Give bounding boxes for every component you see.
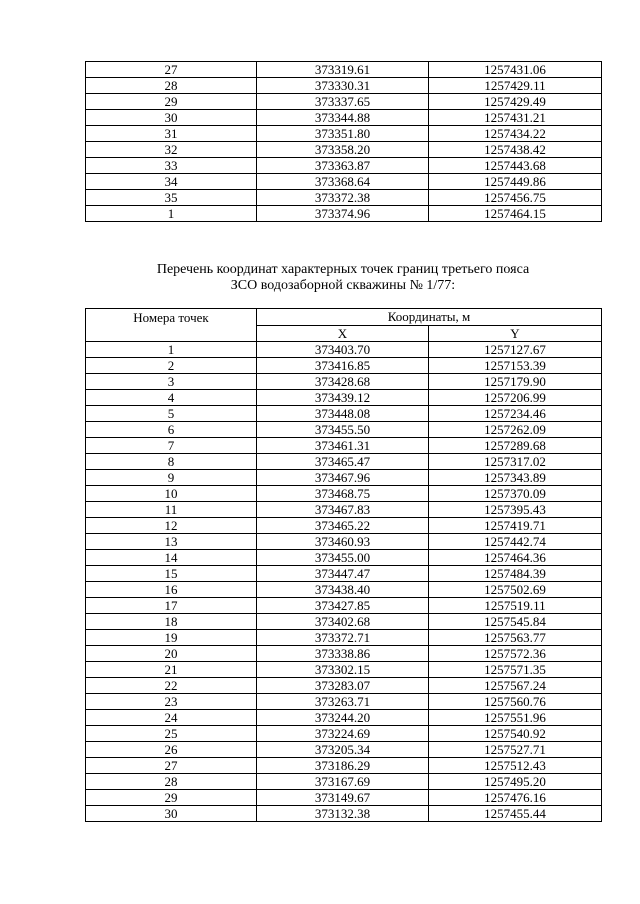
y-coordinate-cell: 1257551.96 <box>429 710 602 726</box>
point-number-cell: 32 <box>86 142 257 158</box>
table-row <box>86 206 602 222</box>
y-coordinate-cell: 1257442.74 <box>429 534 602 550</box>
y-coordinate-cell: 1257443.68 <box>429 158 602 174</box>
point-number-cell: 27 <box>86 758 257 774</box>
point-number-cell: 5 <box>86 406 257 422</box>
table-row <box>86 110 602 126</box>
x-coordinate-cell: 373302.15 <box>257 662 429 678</box>
y-coordinate-cell: 1257317.02 <box>429 454 602 470</box>
x-coordinate-cell: 373428.68 <box>257 374 429 390</box>
table-row <box>86 678 602 694</box>
header-x: X <box>257 325 429 342</box>
point-number-cell: 18 <box>86 614 257 630</box>
table-row <box>86 726 602 742</box>
point-number-cell: 28 <box>86 78 257 94</box>
y-coordinate-cell: 1257429.11 <box>429 78 602 94</box>
point-number-cell: 14 <box>86 550 257 566</box>
point-number-cell: 11 <box>86 502 257 518</box>
x-coordinate-cell: 373205.34 <box>257 742 429 758</box>
x-coordinate-cell: 373438.40 <box>257 582 429 598</box>
point-number-cell: 15 <box>86 566 257 582</box>
x-coordinate-cell: 373403.70 <box>257 342 429 358</box>
point-number-cell: 24 <box>86 710 257 726</box>
point-number-cell: 29 <box>86 94 257 110</box>
table-row <box>86 758 602 774</box>
y-coordinate-cell: 1257540.92 <box>429 726 602 742</box>
point-number-cell: 9 <box>86 470 257 486</box>
coordinates-table-continuation <box>85 61 602 222</box>
x-coordinate-cell: 373467.83 <box>257 502 429 518</box>
zone-boundary-coordinates-table <box>85 308 602 822</box>
table-row <box>86 78 602 94</box>
table-row <box>86 158 602 174</box>
table-row <box>86 358 602 374</box>
table-row <box>86 374 602 390</box>
x-coordinate-cell: 373372.38 <box>257 190 429 206</box>
table-row <box>86 806 602 822</box>
x-coordinate-cell: 373337.65 <box>257 94 429 110</box>
table-row <box>86 422 602 438</box>
x-coordinate-cell: 373372.71 <box>257 630 429 646</box>
y-coordinate-cell: 1257262.09 <box>429 422 602 438</box>
x-coordinate-cell: 373167.69 <box>257 774 429 790</box>
y-coordinate-cell: 1257289.68 <box>429 438 602 454</box>
table-row <box>86 790 602 806</box>
y-coordinate-cell: 1257527.71 <box>429 742 602 758</box>
y-coordinate-cell: 1257343.89 <box>429 470 602 486</box>
table-row <box>86 342 602 358</box>
x-coordinate-cell: 373374.96 <box>257 206 429 222</box>
point-number-cell: 3 <box>86 374 257 390</box>
y-coordinate-cell: 1257502.69 <box>429 582 602 598</box>
y-coordinate-cell: 1257395.43 <box>429 502 602 518</box>
header-y: Y <box>429 325 602 342</box>
table-row <box>86 94 602 110</box>
table-row <box>86 438 602 454</box>
y-coordinate-cell: 1257495.20 <box>429 774 602 790</box>
point-number-cell: 28 <box>86 774 257 790</box>
heading-line-2: ЗСО водозаборной скважины № 1/77: <box>230 278 456 293</box>
table-body <box>86 62 602 222</box>
table-row <box>86 406 602 422</box>
table-row <box>86 550 602 566</box>
y-coordinate-cell: 1257464.15 <box>429 206 602 222</box>
table-header <box>86 309 602 342</box>
y-coordinate-cell: 1257234.46 <box>429 406 602 422</box>
point-number-cell: 13 <box>86 534 257 550</box>
y-coordinate-cell: 1257370.09 <box>429 486 602 502</box>
x-coordinate-cell: 373363.87 <box>257 158 429 174</box>
y-coordinate-cell: 1257431.06 <box>429 62 602 78</box>
x-coordinate-cell: 373455.50 <box>257 422 429 438</box>
point-number-cell: 20 <box>86 646 257 662</box>
y-coordinate-cell: 1257438.42 <box>429 142 602 158</box>
table-row <box>86 126 602 142</box>
table-row <box>86 646 602 662</box>
x-coordinate-cell: 373368.64 <box>257 174 429 190</box>
x-coordinate-cell: 373149.67 <box>257 790 429 806</box>
point-number-cell: 10 <box>86 486 257 502</box>
y-coordinate-cell: 1257567.24 <box>429 678 602 694</box>
point-number-cell: 33 <box>86 158 257 174</box>
x-coordinate-cell: 373344.88 <box>257 110 429 126</box>
point-number-cell: 21 <box>86 662 257 678</box>
x-coordinate-cell: 373465.22 <box>257 518 429 534</box>
y-coordinate-cell: 1257449.86 <box>429 174 602 190</box>
x-coordinate-cell: 373244.20 <box>257 710 429 726</box>
point-number-cell: 7 <box>86 438 257 454</box>
y-coordinate-cell: 1257476.16 <box>429 790 602 806</box>
y-coordinate-cell: 1257127.67 <box>429 342 602 358</box>
x-coordinate-cell: 373460.93 <box>257 534 429 550</box>
point-number-cell: 4 <box>86 390 257 406</box>
x-coordinate-cell: 373330.31 <box>257 78 429 94</box>
y-coordinate-cell: 1257572.36 <box>429 646 602 662</box>
point-number-cell: 30 <box>86 806 257 822</box>
point-number-cell: 2 <box>86 358 257 374</box>
table-row <box>86 518 602 534</box>
y-coordinate-cell: 1257455.44 <box>429 806 602 822</box>
point-number-cell: 30 <box>86 110 257 126</box>
y-coordinate-cell: 1257484.39 <box>429 566 602 582</box>
table-row <box>86 470 602 486</box>
x-coordinate-cell: 373427.85 <box>257 598 429 614</box>
table-row <box>86 142 602 158</box>
y-coordinate-cell: 1257434.22 <box>429 126 602 142</box>
table-row <box>86 62 602 78</box>
y-coordinate-cell: 1257206.99 <box>429 390 602 406</box>
point-number-cell: 23 <box>86 694 257 710</box>
table-row <box>86 534 602 550</box>
table-row <box>86 710 602 726</box>
point-number-cell: 29 <box>86 790 257 806</box>
table-row <box>86 454 602 470</box>
y-coordinate-cell: 1257431.21 <box>429 110 602 126</box>
point-number-cell: 12 <box>86 518 257 534</box>
table-row <box>86 694 602 710</box>
table-row <box>86 190 602 206</box>
y-coordinate-cell: 1257519.11 <box>429 598 602 614</box>
table-row <box>86 614 602 630</box>
header-point-numbers: Номера точек <box>86 309 257 342</box>
y-coordinate-cell: 1257456.75 <box>429 190 602 206</box>
x-coordinate-cell: 373465.47 <box>257 454 429 470</box>
table-row <box>86 582 602 598</box>
y-coordinate-cell: 1257153.39 <box>429 358 602 374</box>
point-number-cell: 25 <box>86 726 257 742</box>
table-row <box>86 486 602 502</box>
point-number-cell: 34 <box>86 174 257 190</box>
x-coordinate-cell: 373416.85 <box>257 358 429 374</box>
x-coordinate-cell: 373448.08 <box>257 406 429 422</box>
x-coordinate-cell: 373468.75 <box>257 486 429 502</box>
table-row <box>86 598 602 614</box>
section-heading <box>85 262 601 294</box>
point-number-cell: 22 <box>86 678 257 694</box>
point-number-cell: 19 <box>86 630 257 646</box>
y-coordinate-cell: 1257560.76 <box>429 694 602 710</box>
table-row <box>86 662 602 678</box>
point-number-cell: 16 <box>86 582 257 598</box>
x-coordinate-cell: 373358.20 <box>257 142 429 158</box>
y-coordinate-cell: 1257563.77 <box>429 630 602 646</box>
header-coordinates: Координаты, м <box>257 309 602 326</box>
y-coordinate-cell: 1257419.71 <box>429 518 602 534</box>
x-coordinate-cell: 373455.00 <box>257 550 429 566</box>
point-number-cell: 6 <box>86 422 257 438</box>
x-coordinate-cell: 373467.96 <box>257 470 429 486</box>
x-coordinate-cell: 373338.86 <box>257 646 429 662</box>
x-coordinate-cell: 373447.47 <box>257 566 429 582</box>
x-coordinate-cell: 373461.31 <box>257 438 429 454</box>
point-number-cell: 8 <box>86 454 257 470</box>
point-number-cell: 17 <box>86 598 257 614</box>
y-coordinate-cell: 1257429.49 <box>429 94 602 110</box>
point-number-cell: 26 <box>86 742 257 758</box>
table-row <box>86 774 602 790</box>
y-coordinate-cell: 1257179.90 <box>429 374 602 390</box>
x-coordinate-cell: 373283.07 <box>257 678 429 694</box>
x-coordinate-cell: 373132.38 <box>257 806 429 822</box>
y-coordinate-cell: 1257464.36 <box>429 550 602 566</box>
y-coordinate-cell: 1257512.43 <box>429 758 602 774</box>
point-number-cell: 31 <box>86 126 257 142</box>
table-row <box>86 390 602 406</box>
x-coordinate-cell: 373402.68 <box>257 614 429 630</box>
x-coordinate-cell: 373186.29 <box>257 758 429 774</box>
y-coordinate-cell: 1257545.84 <box>429 614 602 630</box>
x-coordinate-cell: 373263.71 <box>257 694 429 710</box>
x-coordinate-cell: 373439.12 <box>257 390 429 406</box>
x-coordinate-cell: 373224.69 <box>257 726 429 742</box>
point-number-cell: 35 <box>86 190 257 206</box>
table-row <box>86 630 602 646</box>
point-number-cell: 1 <box>86 342 257 358</box>
table-body <box>86 342 602 822</box>
point-number-cell: 1 <box>86 206 257 222</box>
x-coordinate-cell: 373319.61 <box>257 62 429 78</box>
table-row <box>86 566 602 582</box>
point-number-cell: 27 <box>86 62 257 78</box>
heading-line-1: Перечень координат характерных точек границ третьего пояса <box>156 262 530 277</box>
table-row <box>86 174 602 190</box>
y-coordinate-cell: 1257571.35 <box>429 662 602 678</box>
table-row <box>86 502 602 518</box>
table-row <box>86 742 602 758</box>
x-coordinate-cell: 373351.80 <box>257 126 429 142</box>
